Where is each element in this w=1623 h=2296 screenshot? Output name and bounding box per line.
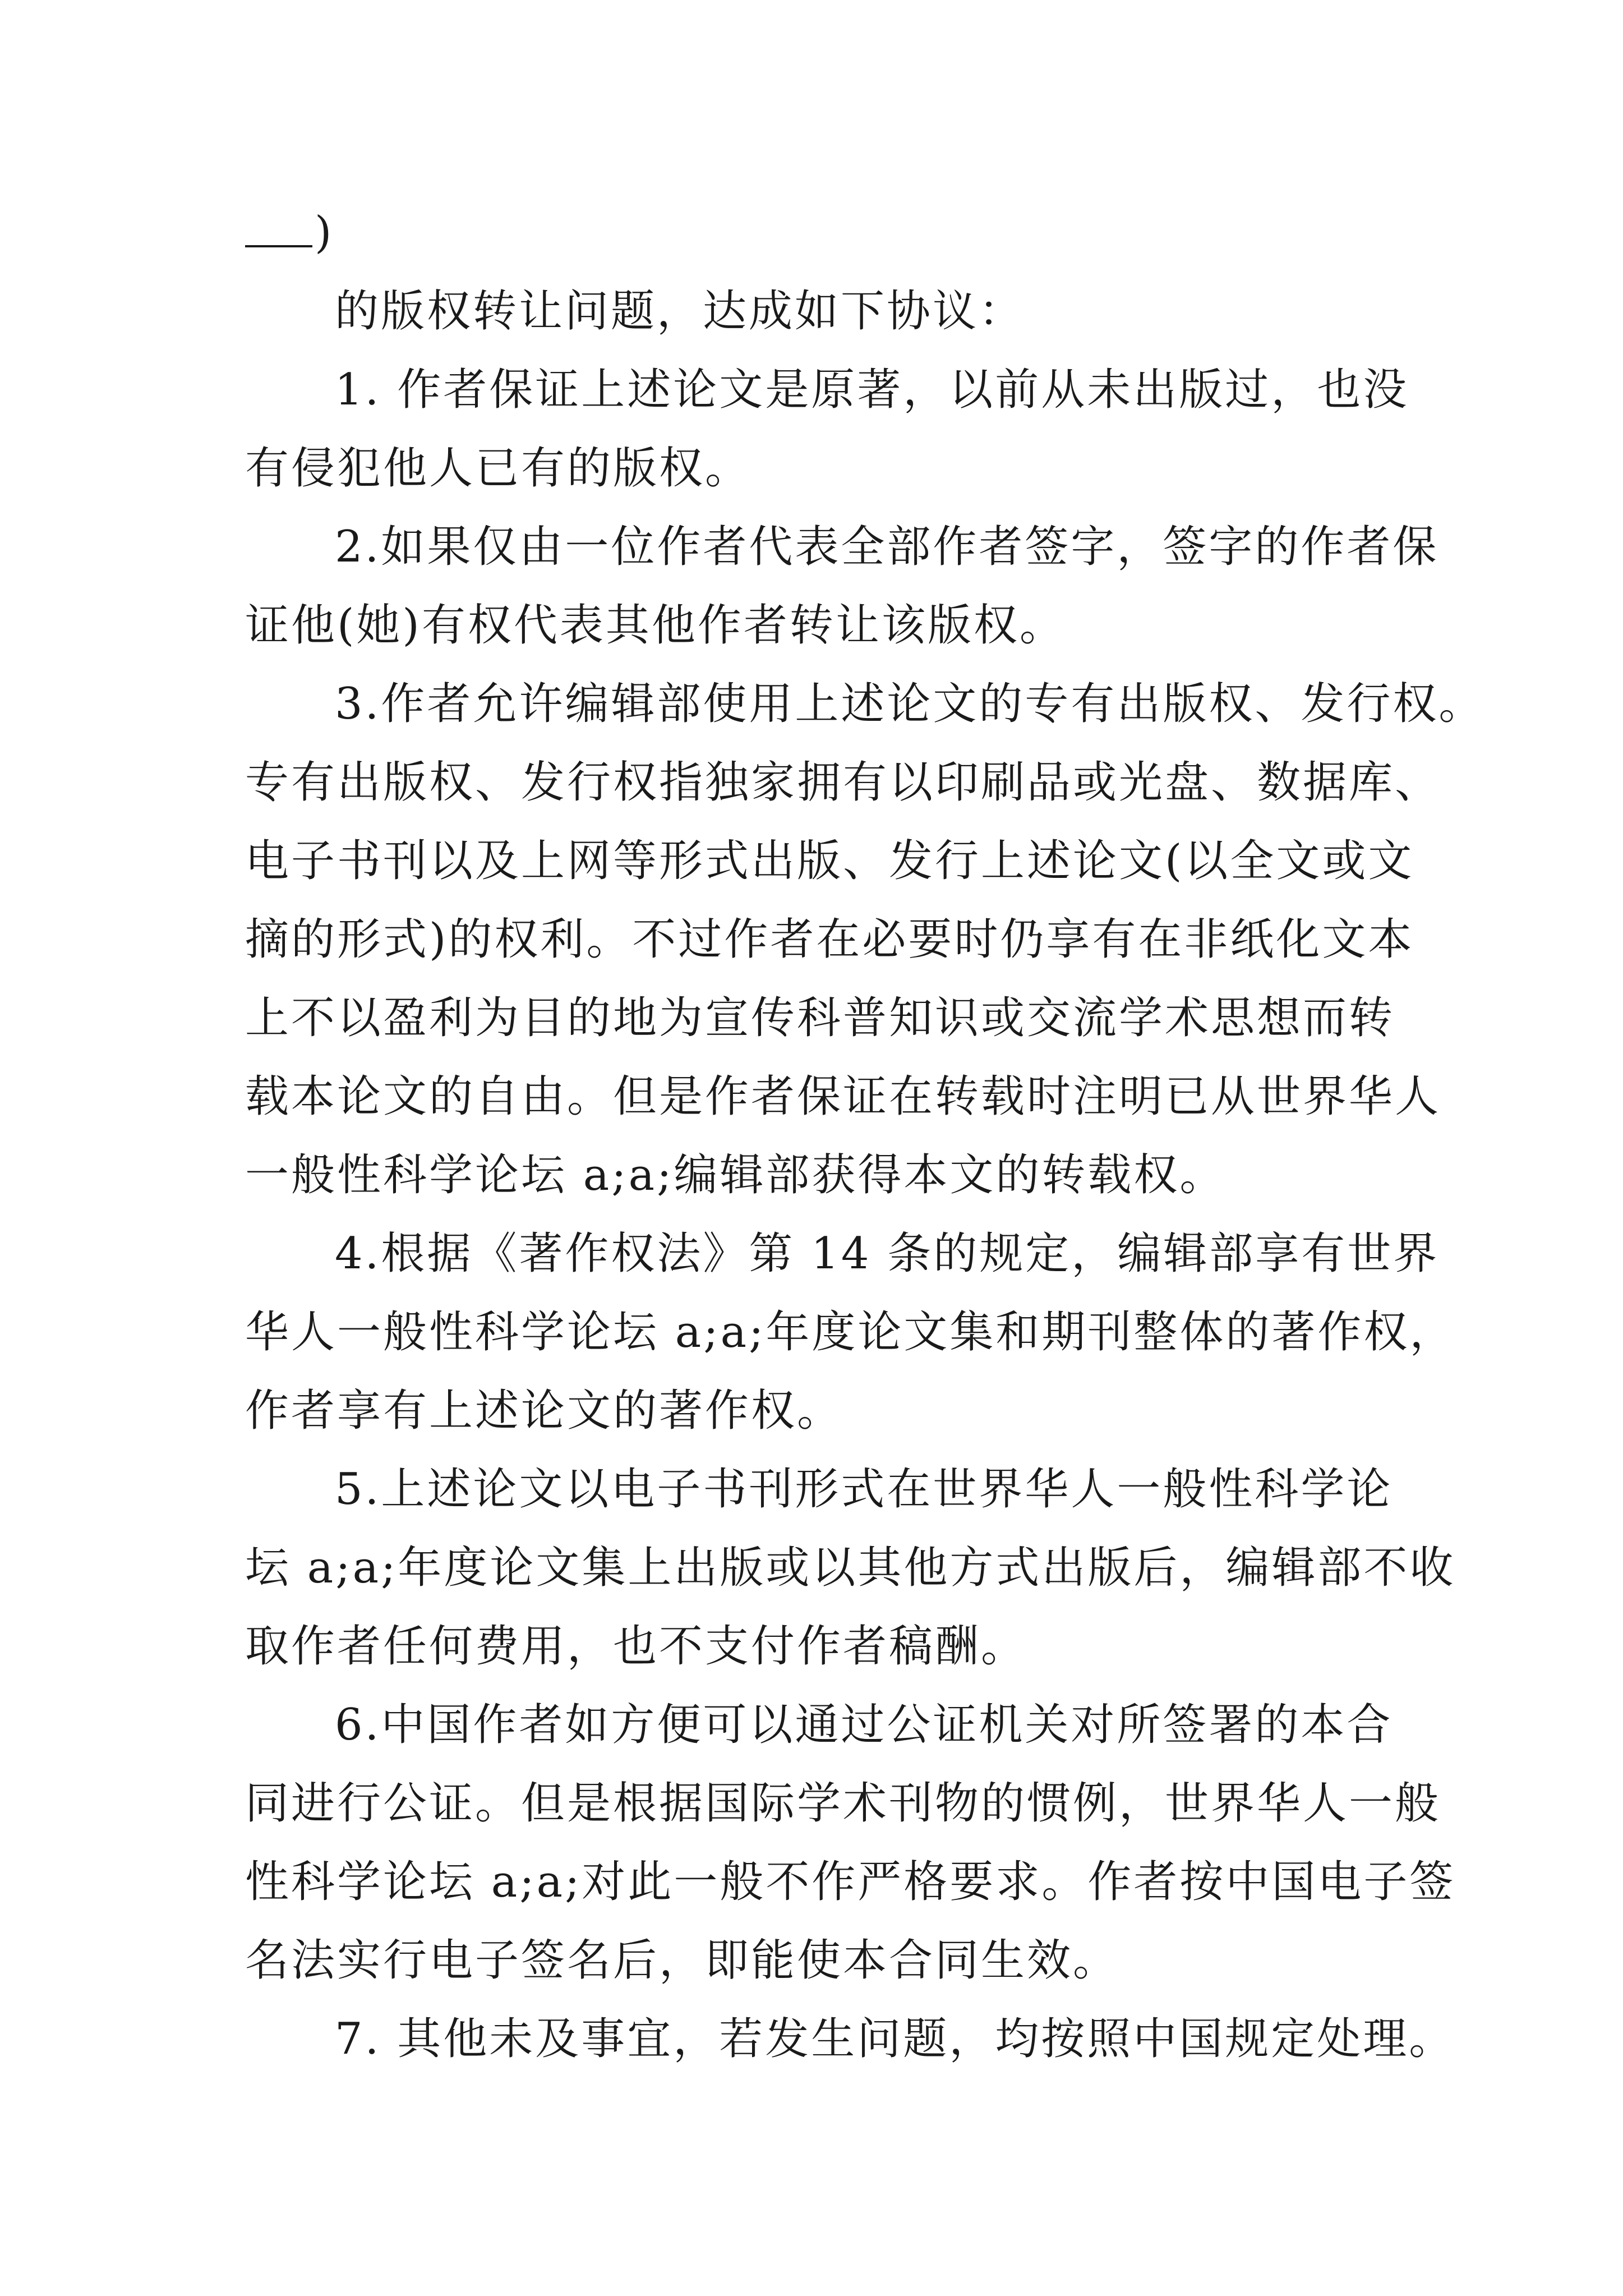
text-line (245, 429, 1400, 508)
text-line (245, 351, 1409, 429)
text-line (245, 1921, 1400, 2000)
text-line (245, 1293, 1456, 1372)
line-text: 载本论文的自由。但是作者保证在转载时注明已从世界华人 (245, 1071, 1441, 1122)
line-text: 性科学论坛 a;a;对此一般不作严格要求。作者按中国电子签 (245, 1857, 1456, 1907)
text-line (245, 1686, 1400, 1764)
text-line (245, 1450, 1400, 1529)
text-line (245, 1607, 1400, 1686)
line-text: 1. 作者保证上述论文是原著，以前从未出版过，也没 (335, 365, 1409, 415)
text-line (245, 900, 1414, 979)
text-line (245, 194, 1400, 272)
text-line (245, 1214, 1440, 1293)
line-text: 6.中国作者如方便可以通过公证机关对所签署的本合 (335, 1700, 1393, 1750)
text-line (245, 508, 1439, 586)
document-body (245, 194, 1485, 2078)
text-line (245, 1136, 1400, 1214)
text-line (245, 822, 1414, 900)
line-text: 一般性科学论坛 a;a;编辑部获得本文的转载权。 (245, 1150, 1226, 1200)
line-text: 2.如果仅由一位作者代表全部作者签字，签字的作者保 (335, 522, 1439, 572)
line-text: 证他(她)有权代表其他作者转让该版权。 (245, 600, 1066, 651)
text-line (245, 1843, 1456, 1921)
text-line (245, 665, 1485, 743)
text-line (245, 272, 1400, 351)
line-text: 名法实行电子签名后，即能使本合同生效。 (245, 1935, 1119, 1986)
line-text: 华人一般性科学论坛 a;a;年度论文集和期刊整体的著作权， (245, 1307, 1456, 1358)
line-text: 有侵犯他人已有的版权。 (245, 443, 751, 494)
text-line (245, 586, 1400, 665)
line-text: 电子书刊以及上网等形式出版、发行上述论文(以全文或文 (245, 836, 1414, 886)
line-text: ) (315, 208, 334, 258)
fill-in-blank (245, 206, 312, 247)
line-text: 上不以盈利为目的地为宣传科普知识或交流学术思想而转 (245, 993, 1395, 1043)
line-text: 7. 其他未及事宜，若发生问题，均按照中国规定处理。 (335, 2014, 1455, 2064)
text-line (245, 2000, 1455, 2078)
line-text: 摘的形式)的权利。不过作者在必要时仍享有在非纸化文本 (245, 914, 1414, 965)
line-text: 同进行公证。但是根据国际学术刊物的惯例，世界华人一般 (245, 1778, 1441, 1829)
line-text: 的版权转让问题，达成如下协议： (335, 286, 1025, 337)
line-text: 4.根据《著作权法》第 14 条的规定，编辑部享有世界 (335, 1228, 1440, 1279)
text-line (245, 1057, 1441, 1136)
text-line (245, 1529, 1456, 1607)
text-line (245, 979, 1400, 1057)
text-line (245, 743, 1441, 822)
text-line (245, 1372, 1400, 1450)
line-text: 坛 a;a;年度论文集上出版或以其他方式出版后，编辑部不收 (245, 1543, 1456, 1593)
line-text: 专有出版权、发行权指独家拥有以印刷品或光盘、数据库、 (245, 757, 1441, 808)
line-text: 取作者任何费用，也不支付作者稿酬。 (245, 1621, 1027, 1672)
line-text: 作者享有上述论文的著作权。 (245, 1386, 843, 1436)
line-text: 3.作者允许编辑部使用上述论文的专有出版权、发行权。 (335, 679, 1485, 729)
line-text: 5.上述论文以电子书刊形式在世界华人一般性科学论 (335, 1464, 1393, 1515)
text-line (245, 1764, 1441, 1843)
